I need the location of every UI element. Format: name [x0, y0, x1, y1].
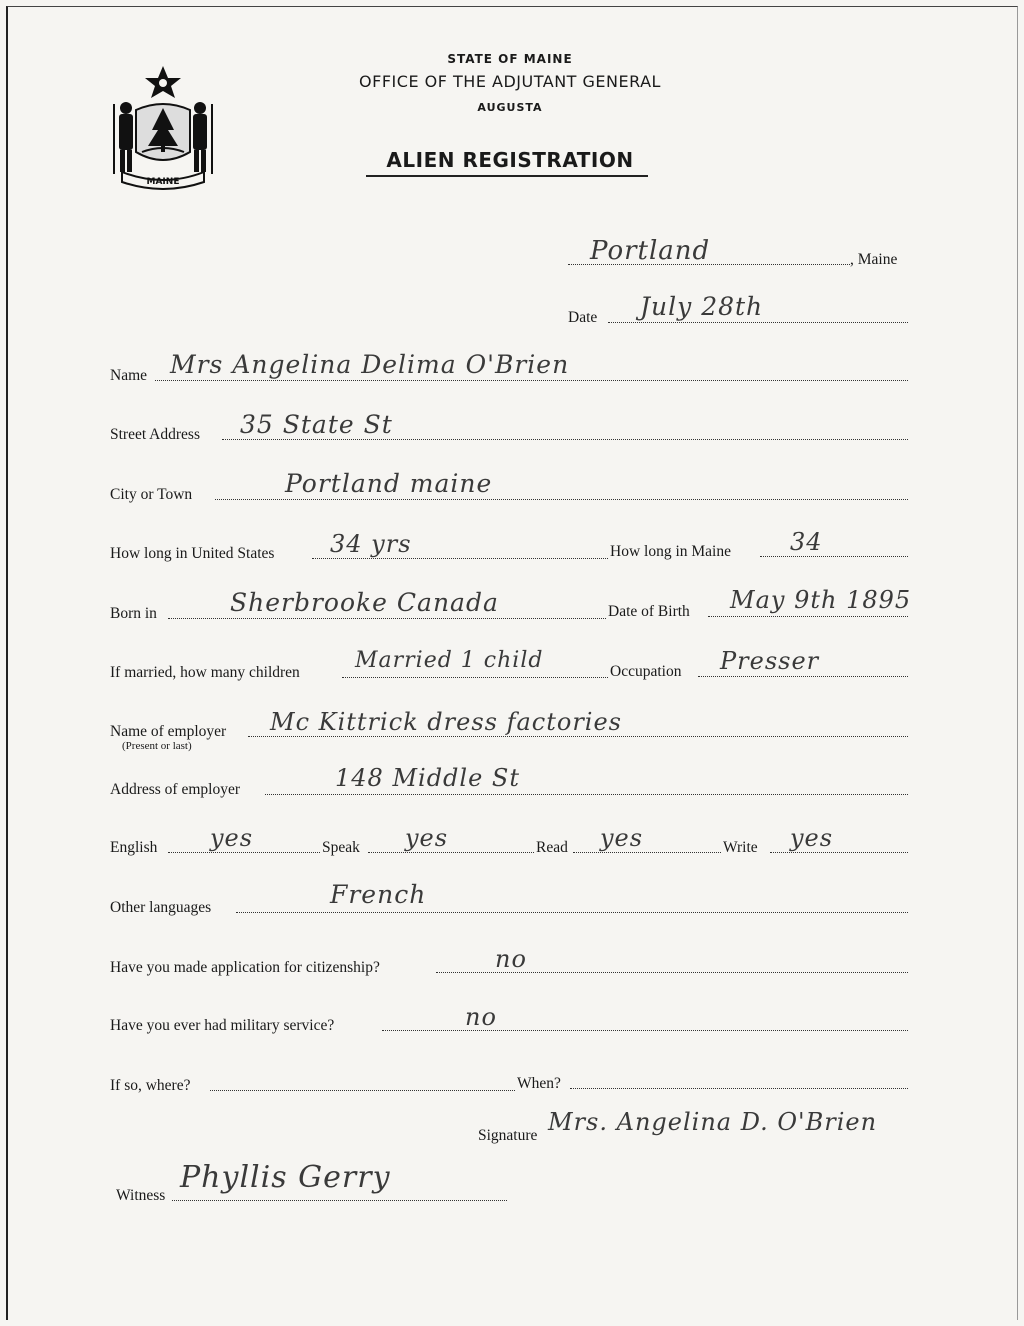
signature-value: Mrs. Angelina D. O'Brien — [548, 1108, 878, 1136]
employer-addr-label: Address of employer — [110, 781, 240, 798]
read-line — [573, 852, 721, 853]
employer-line — [248, 736, 908, 737]
citizenship-label: Have you made application for citizenship? — [110, 959, 380, 976]
how-long-maine-label: How long in Maine — [610, 543, 731, 560]
seal-text: MAINE — [146, 177, 180, 187]
header-city: AUGUSTA — [477, 101, 543, 114]
english-line — [168, 852, 320, 853]
employer-value: Mc Kittrick dress factories — [270, 708, 622, 736]
military-value: no — [465, 1003, 497, 1031]
how-long-maine-line — [760, 556, 908, 557]
speak-value: yes — [405, 824, 449, 852]
dob-label: Date of Birth — [608, 603, 690, 620]
where-label: If so, where? — [110, 1077, 191, 1094]
dob-value: May 9th 1895 — [730, 586, 912, 614]
street-label: Street Address — [110, 426, 200, 443]
military-label: Have you ever had military service? — [110, 1017, 335, 1034]
married-value: Married 1 child — [355, 648, 544, 673]
how-long-us-value: 34 yrs — [330, 530, 412, 558]
speak-line — [368, 852, 534, 853]
witness-label: Witness — [116, 1187, 166, 1204]
occupation-line — [698, 676, 908, 677]
occupation-value: Presser — [720, 647, 820, 675]
date-value: July 28th — [640, 292, 764, 321]
city-label: City or Town — [110, 486, 193, 503]
write-line — [770, 852, 908, 853]
english-value: yes — [210, 824, 254, 852]
english-label: English — [110, 839, 158, 856]
employer-addr-line — [265, 794, 908, 795]
born-in-label: Born in — [110, 605, 157, 622]
city-value: Portland maine — [285, 469, 493, 498]
other-lang-line — [236, 912, 908, 913]
read-value: yes — [600, 824, 644, 852]
date-line — [608, 322, 908, 323]
write-value: yes — [790, 824, 834, 852]
street-value: 35 State St — [240, 410, 393, 439]
other-lang-label: Other languages — [110, 899, 212, 916]
place-value: Portland — [590, 236, 711, 266]
employer-label: Name of employer — [110, 723, 227, 740]
maine-label: , Maine — [850, 251, 898, 268]
maine-seal-icon — [108, 64, 218, 190]
when-label: When? — [517, 1075, 561, 1092]
married-line — [342, 677, 608, 678]
how-long-us-label: How long in United States — [110, 545, 275, 562]
write-label: Write — [723, 839, 758, 856]
how-long-us-line — [312, 558, 608, 559]
military-line — [382, 1030, 908, 1031]
born-in-line — [168, 618, 606, 619]
witness-line — [172, 1200, 507, 1201]
born-in-value: Sherbrooke Canada — [230, 588, 499, 617]
other-lang-value: French — [330, 880, 427, 909]
name-value: Mrs Angelina Delima O'Brien — [170, 350, 570, 379]
employer-addr-value: 148 Middle St — [335, 764, 521, 792]
when-line — [570, 1088, 908, 1089]
where-line — [210, 1090, 515, 1091]
header-state: STATE OF MAINE — [447, 52, 573, 66]
witness-value: Phyllis Gerry — [180, 1160, 391, 1195]
how-long-maine-value: 34 — [790, 528, 823, 556]
citizenship-value: no — [495, 945, 527, 973]
dob-line — [708, 616, 908, 617]
signature-label: Signature — [478, 1127, 538, 1144]
form-title: ALIEN REGISTRATION — [386, 148, 634, 172]
street-line — [222, 439, 908, 440]
date-label: Date — [568, 309, 598, 326]
employer-sublabel: (Present or last) — [122, 740, 192, 752]
occupation-label: Occupation — [610, 663, 682, 680]
name-line — [155, 380, 908, 381]
city-line — [215, 499, 908, 500]
title-underline — [366, 175, 648, 177]
read-label: Read — [536, 839, 568, 856]
name-label: Name — [110, 367, 148, 384]
speak-label: Speak — [322, 839, 360, 856]
header-office: OFFICE OF THE ADJUTANT GENERAL — [359, 72, 661, 91]
married-label: If married, how many children — [110, 664, 300, 681]
